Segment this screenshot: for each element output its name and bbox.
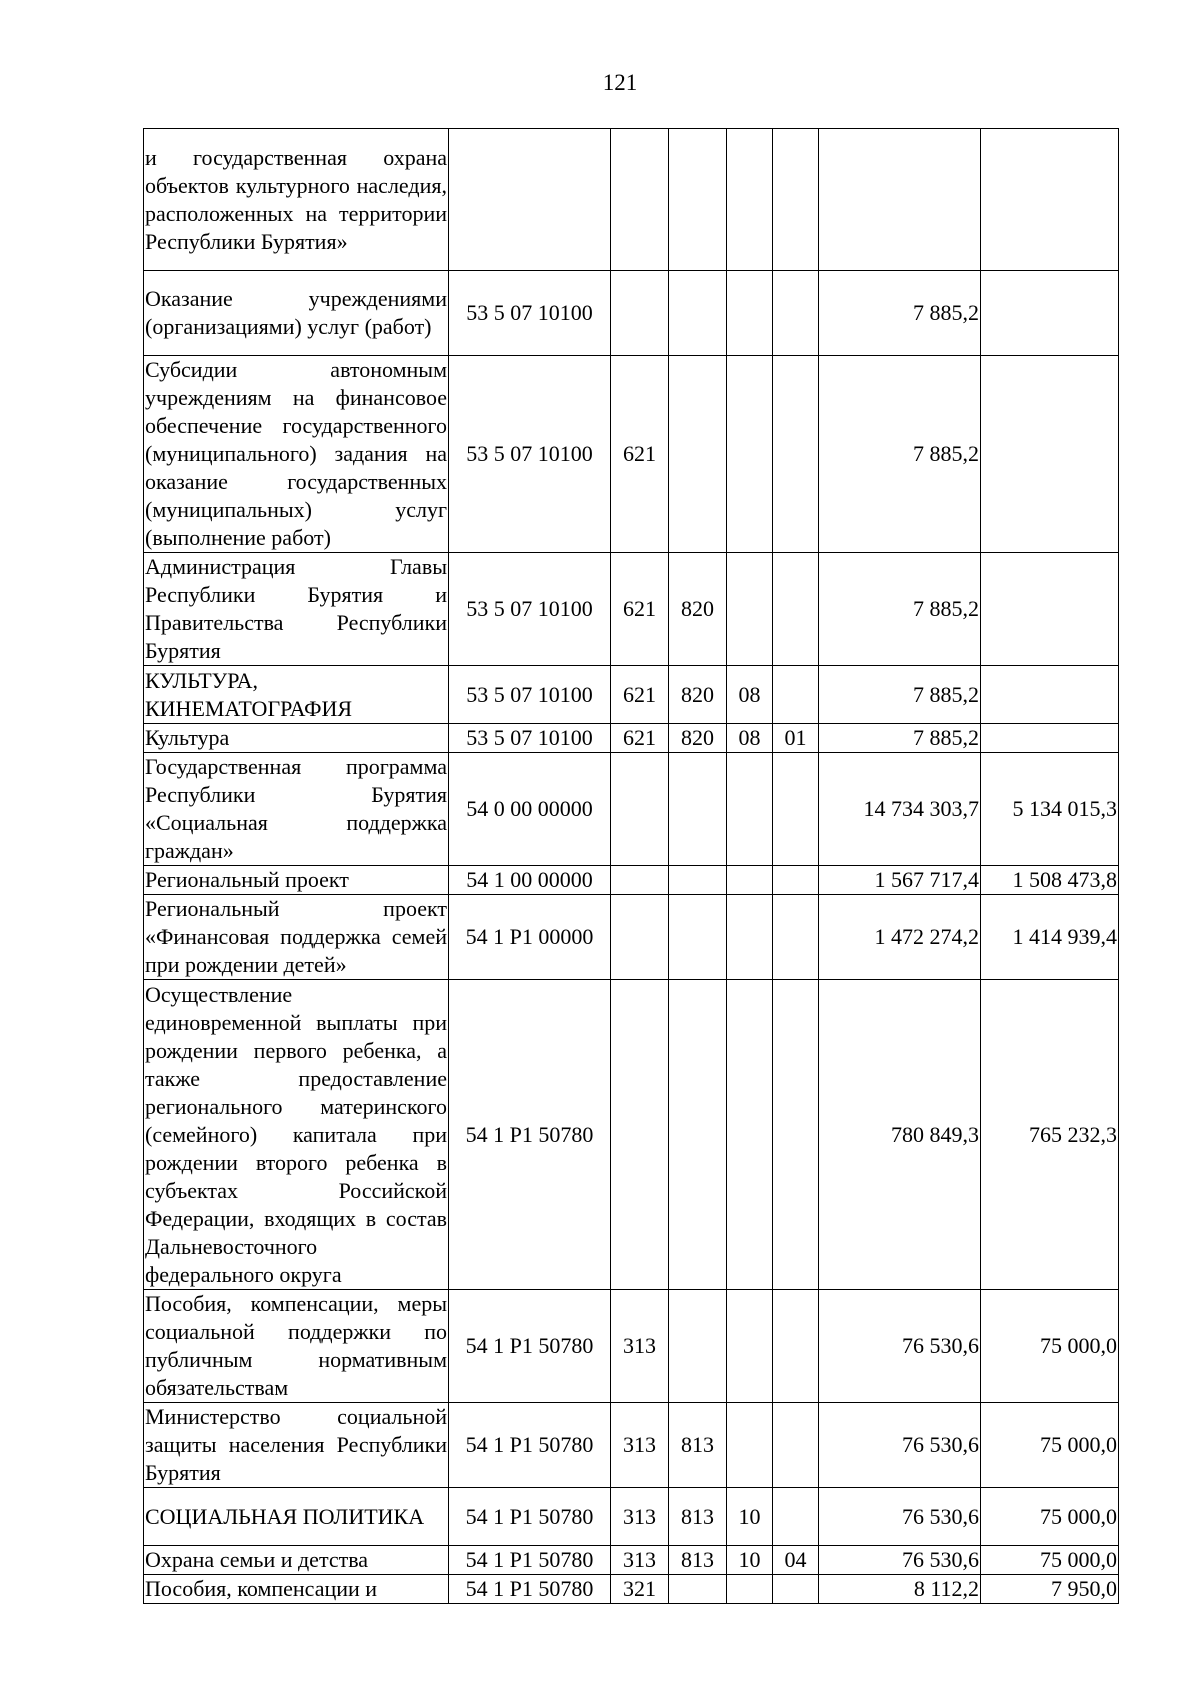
section-code [727, 1290, 773, 1403]
subsection-code [773, 129, 819, 271]
amount-year-1: 7 885,2 [819, 356, 981, 553]
table-row [144, 1546, 1119, 1575]
amount-year-1: 780 849,3 [819, 980, 981, 1290]
target-article-code: 53 5 07 10100 [449, 553, 611, 666]
row-name: СОЦИАЛЬНАЯ ПОЛИТИКА [144, 1488, 449, 1546]
section-code [727, 553, 773, 666]
amount-year-2 [981, 356, 1119, 553]
table-row [144, 895, 1119, 980]
row-name: Культура [144, 724, 449, 753]
amount-year-1: 76 530,6 [819, 1546, 981, 1575]
table-row [144, 753, 1119, 866]
section-code [727, 753, 773, 866]
row-name: КУЛЬТУРА, КИНЕМАТОГРАФИЯ [144, 666, 449, 724]
subsection-code [773, 1290, 819, 1403]
subsection-code: 01 [773, 724, 819, 753]
table-row [144, 1575, 1119, 1604]
expense-type-code: 313 [611, 1488, 669, 1546]
amount-year-2: 75 000,0 [981, 1546, 1119, 1575]
amount-year-1: 14 734 303,7 [819, 753, 981, 866]
amount-year-2: 5 134 015,3 [981, 753, 1119, 866]
table-row [144, 1290, 1119, 1403]
section-code: 08 [727, 724, 773, 753]
table-row [144, 553, 1119, 666]
table-row [144, 666, 1119, 724]
target-article-code [449, 129, 611, 271]
expense-type-code: 321 [611, 1575, 669, 1604]
section-code [727, 866, 773, 895]
section-code [727, 895, 773, 980]
table-row [144, 1403, 1119, 1488]
administrator-code: 820 [669, 724, 727, 753]
amount-year-2 [981, 129, 1119, 271]
amount-year-2: 1 508 473,8 [981, 866, 1119, 895]
amount-year-2: 75 000,0 [981, 1403, 1119, 1488]
administrator-code [669, 1575, 727, 1604]
table-row [144, 724, 1119, 753]
amount-year-1: 1 567 717,4 [819, 866, 981, 895]
table-row [144, 129, 1119, 271]
administrator-code [669, 271, 727, 356]
amount-year-2: 7 950,0 [981, 1575, 1119, 1604]
subsection-code [773, 1403, 819, 1488]
subsection-code [773, 753, 819, 866]
expense-type-code: 313 [611, 1546, 669, 1575]
row-name: Субсидии автономным учреждениям на финансовое обеспечение государственного (муниципального) задания на оказание государственных (муниципальных) услуг (выполнение работ) [144, 356, 449, 553]
amount-year-2: 1 414 939,4 [981, 895, 1119, 980]
section-code [727, 1403, 773, 1488]
amount-year-1: 7 885,2 [819, 271, 981, 356]
row-name: Охрана семьи и детства [144, 1546, 449, 1575]
administrator-code [669, 129, 727, 271]
subsection-code [773, 1575, 819, 1604]
budget-table [143, 128, 1119, 1604]
expense-type-code: 313 [611, 1403, 669, 1488]
target-article-code: 54 0 00 00000 [449, 753, 611, 866]
administrator-code: 813 [669, 1403, 727, 1488]
amount-year-1: 7 885,2 [819, 666, 981, 724]
row-name: Оказание учреждениями (организациями) услуг (работ) [144, 271, 449, 356]
amount-year-2: 75 000,0 [981, 1488, 1119, 1546]
row-name: Осуществление единовременной выплаты при рождении первого ребенка, а также предоставление регионального материнского (семейного) капитала при рождении второго ребенка в субъектах Российской Федерации, входящих в состав Дальневосточного федерального округа [144, 980, 449, 1290]
amount-year-2 [981, 553, 1119, 666]
expense-type-code: 313 [611, 1290, 669, 1403]
target-article-code: 54 1 P1 50780 [449, 1290, 611, 1403]
subsection-code [773, 356, 819, 553]
target-article-code: 53 5 07 10100 [449, 356, 611, 553]
amount-year-1: 1 472 274,2 [819, 895, 981, 980]
target-article-code: 53 5 07 10100 [449, 666, 611, 724]
target-article-code: 53 5 07 10100 [449, 724, 611, 753]
row-name: Пособия, компенсации и [144, 1575, 449, 1604]
subsection-code [773, 666, 819, 724]
administrator-code: 813 [669, 1488, 727, 1546]
row-name: Администрация Главы Республики Бурятия и Правительства Республики Бурятия [144, 553, 449, 666]
section-code: 08 [727, 666, 773, 724]
subsection-code [773, 271, 819, 356]
amount-year-2 [981, 271, 1119, 356]
subsection-code [773, 866, 819, 895]
expense-type-code [611, 895, 669, 980]
target-article-code: 54 1 P1 50780 [449, 1575, 611, 1604]
subsection-code [773, 553, 819, 666]
amount-year-1: 76 530,6 [819, 1290, 981, 1403]
expense-type-code [611, 753, 669, 866]
expense-type-code [611, 980, 669, 1290]
administrator-code: 813 [669, 1546, 727, 1575]
expense-type-code: 621 [611, 666, 669, 724]
target-article-code: 54 1 P1 50780 [449, 1546, 611, 1575]
amount-year-2 [981, 724, 1119, 753]
administrator-code [669, 1290, 727, 1403]
row-name: Государственная программа Республики Бурятия «Социальная поддержка граждан» [144, 753, 449, 866]
section-code [727, 980, 773, 1290]
subsection-code [773, 895, 819, 980]
target-article-code: 54 1 P1 50780 [449, 980, 611, 1290]
row-name: Пособия, компенсации, меры социальной поддержки по публичным нормативным обязательствам [144, 1290, 449, 1403]
table-row [144, 866, 1119, 895]
amount-year-1: 8 112,2 [819, 1575, 981, 1604]
administrator-code [669, 866, 727, 895]
table-row [144, 271, 1119, 356]
expense-type-code: 621 [611, 356, 669, 553]
target-article-code: 54 1 P1 50780 [449, 1403, 611, 1488]
table-row [144, 1488, 1119, 1546]
expense-type-code [611, 271, 669, 356]
row-name: Региональный проект [144, 866, 449, 895]
row-name: Министерство социальной защиты населения Республики Бурятия [144, 1403, 449, 1488]
section-code [727, 271, 773, 356]
administrator-code [669, 980, 727, 1290]
section-code [727, 1575, 773, 1604]
target-article-code: 54 1 P1 00000 [449, 895, 611, 980]
section-code [727, 129, 773, 271]
target-article-code: 54 1 P1 50780 [449, 1488, 611, 1546]
administrator-code [669, 753, 727, 866]
target-article-code: 54 1 00 00000 [449, 866, 611, 895]
amount-year-1 [819, 129, 981, 271]
section-code [727, 356, 773, 553]
amount-year-1: 76 530,6 [819, 1403, 981, 1488]
row-name: и государственная охрана объектов культурного наследия, расположенных на территории Республики Бурятия» [144, 129, 449, 271]
administrator-code: 820 [669, 553, 727, 666]
amount-year-2: 75 000,0 [981, 1290, 1119, 1403]
expense-type-code [611, 866, 669, 895]
amount-year-2: 765 232,3 [981, 980, 1119, 1290]
subsection-code [773, 1488, 819, 1546]
page-number: 121 [602, 70, 638, 95]
administrator-code [669, 356, 727, 553]
amount-year-1: 7 885,2 [819, 553, 981, 666]
table-row [144, 980, 1119, 1290]
administrator-code: 820 [669, 666, 727, 724]
amount-year-1: 76 530,6 [819, 1488, 981, 1546]
expense-type-code: 621 [611, 724, 669, 753]
row-name: Региональный проект «Финансовая поддержка семей при рождении детей» [144, 895, 449, 980]
section-code: 10 [727, 1546, 773, 1575]
expense-type-code [611, 129, 669, 271]
amount-year-2 [981, 666, 1119, 724]
amount-year-1: 7 885,2 [819, 724, 981, 753]
subsection-code [773, 980, 819, 1290]
expense-type-code: 621 [611, 553, 669, 666]
section-code: 10 [727, 1488, 773, 1546]
target-article-code: 53 5 07 10100 [449, 271, 611, 356]
administrator-code [669, 895, 727, 980]
table-row [144, 356, 1119, 553]
subsection-code: 04 [773, 1546, 819, 1575]
